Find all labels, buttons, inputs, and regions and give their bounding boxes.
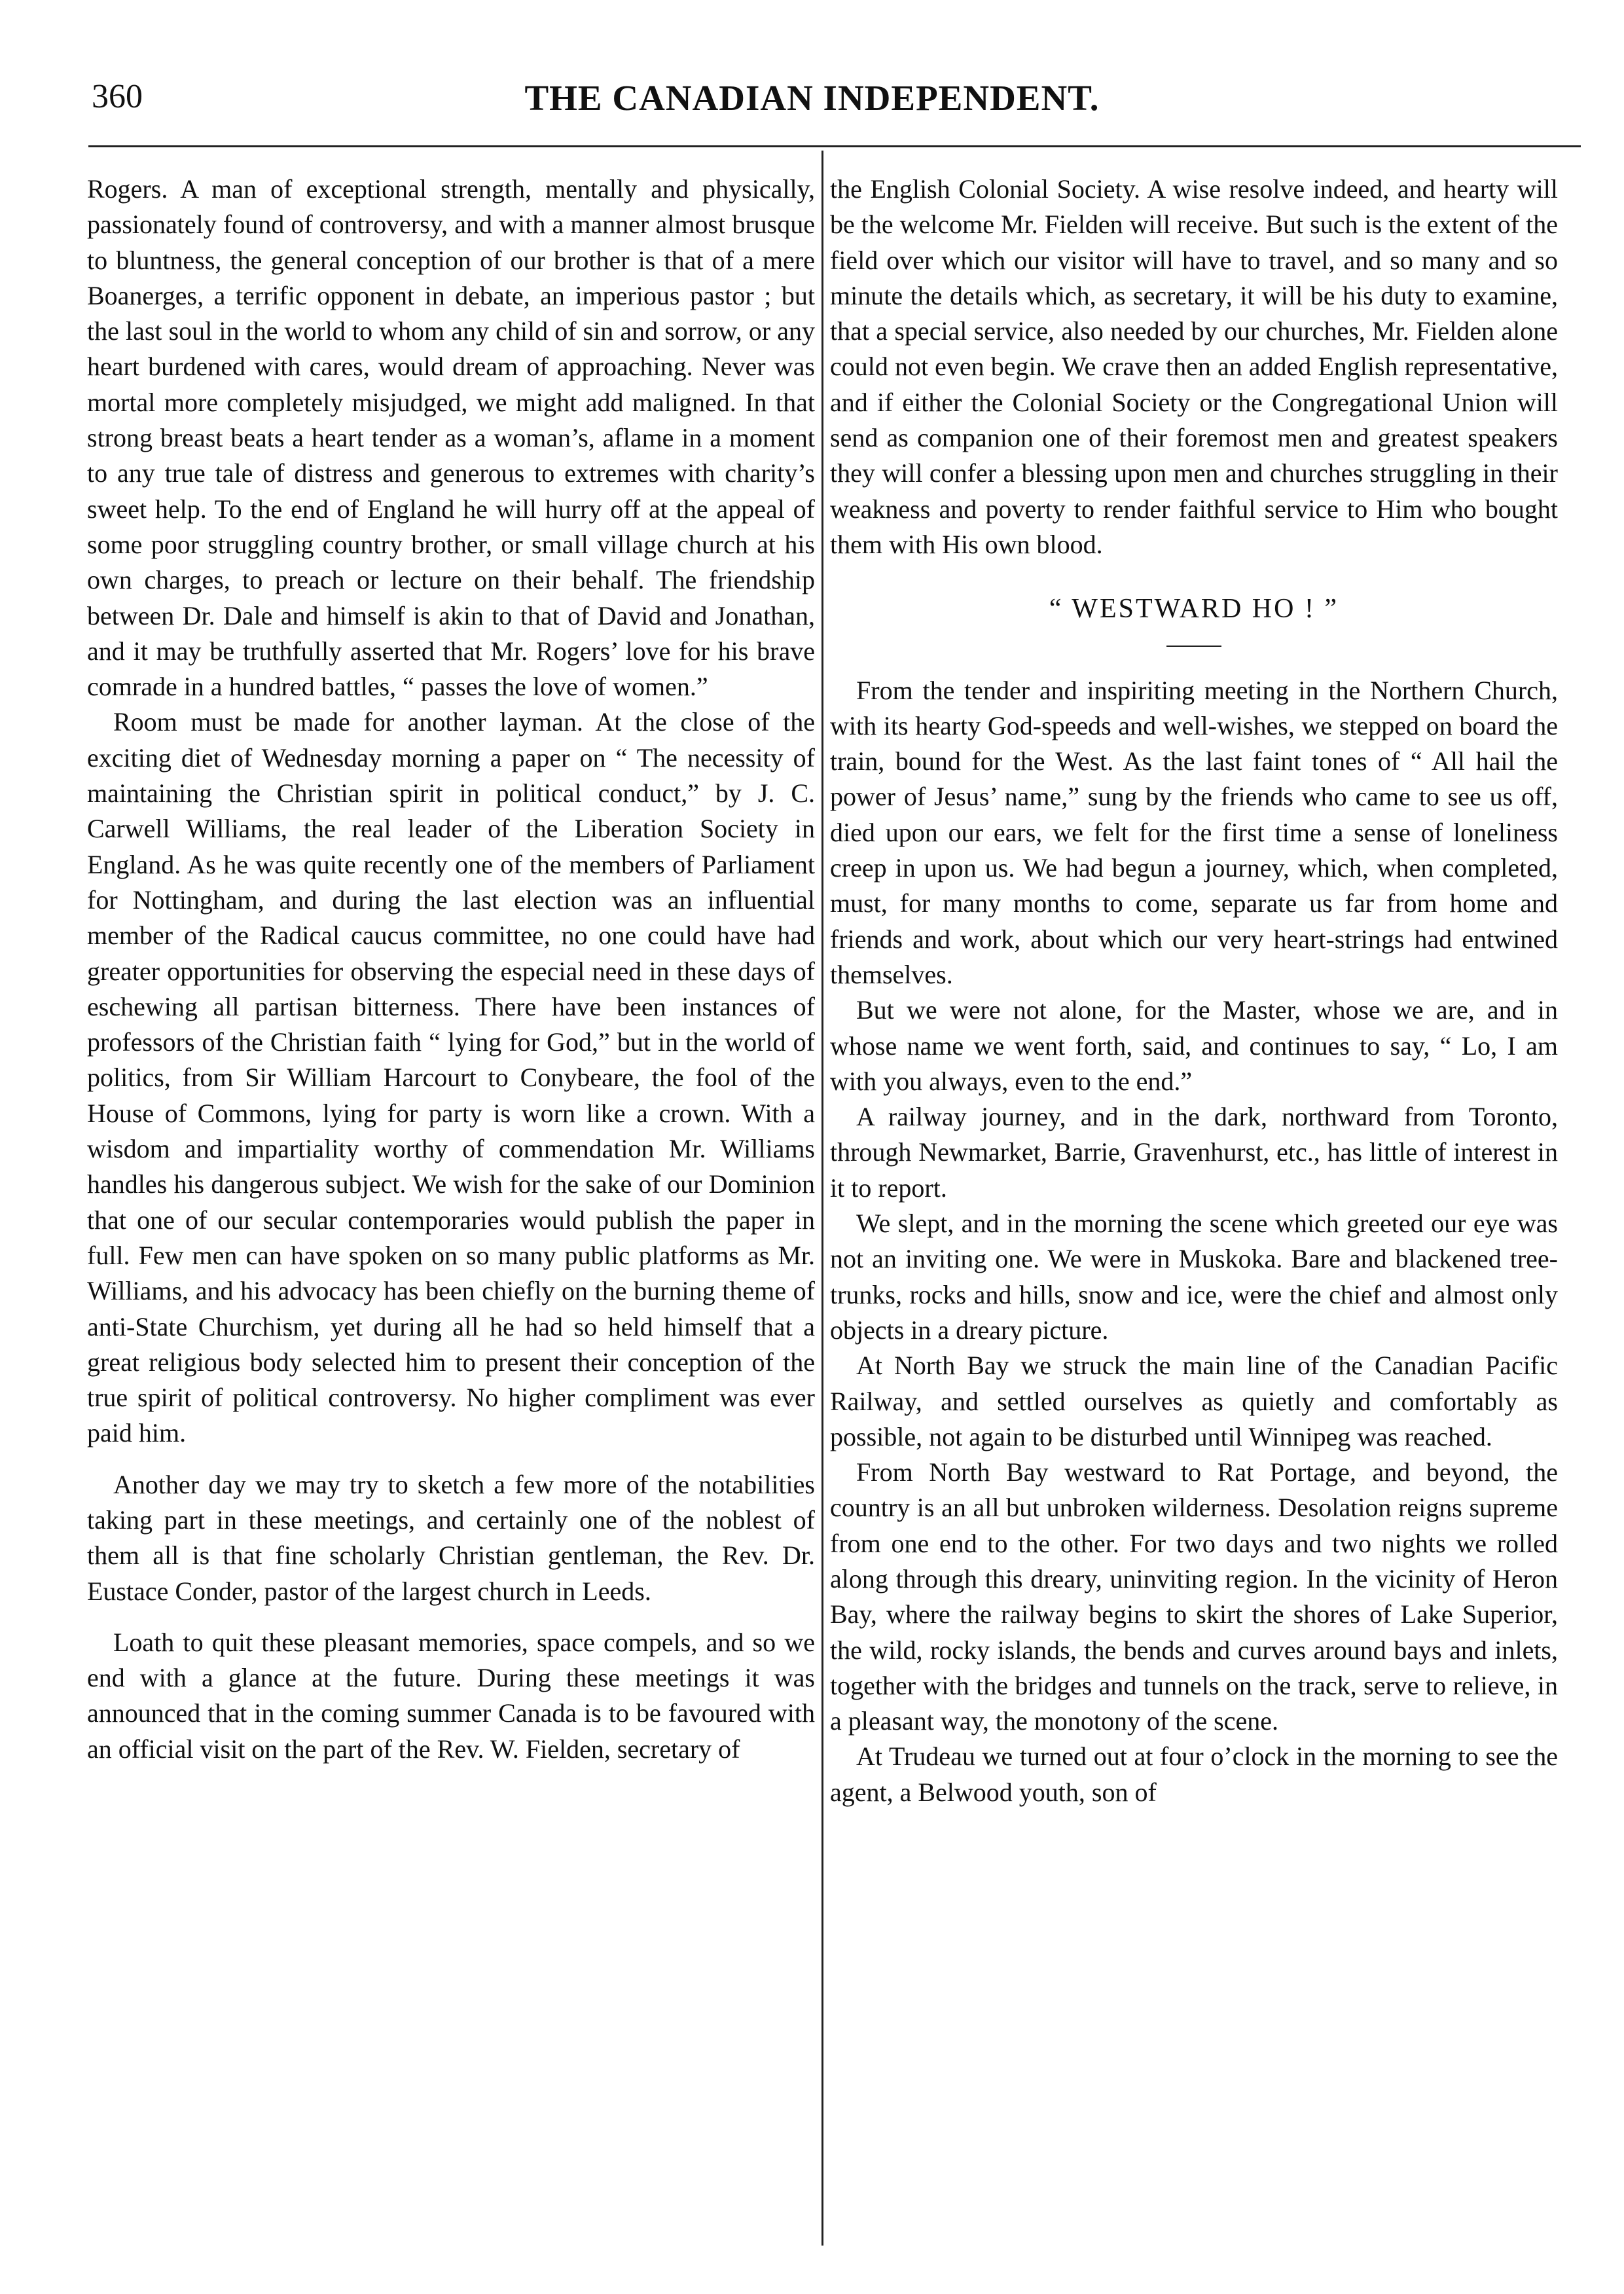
header-rule: [88, 145, 1581, 147]
paragraph: From the tender and inspiriting meeting in the Northern Church, with its hearty God-speeds and well-wishes, we stepped on board the train, bound for the West. As the last faint tones of “ All hail the power of Jesus’ name,” sung by the friends who came to see us off, died upon our ears, we felt for the first time a sense of loneliness creep in upon us. We had begun a journey, which, when completed, must, for many months to come, separate us far from home and friends and work, about which our very heart-strings had entwined themselves.: [830, 675, 1558, 989]
paragraph: A railway journey, and in the dark, northward from Toronto, through Newmarket, Barrie, Gravenhurst, etc., has little of interest in it to report.: [830, 1102, 1558, 1203]
paragraph: Another day we may try to sketch a few more of the notabilities taking part in these meetings, and certainly one of the noblest of them all is that fine scholarly Christian gentleman, the Rev. Dr. Eustace Conder, pastor of the largest church in Leeds.: [87, 1469, 815, 1606]
page-number: 360: [92, 78, 143, 115]
paragraph: At Trudeau we turned out at four o’clock in the morning to see the agent, a Belwood youth, son of: [830, 1741, 1558, 1807]
section-title: “ WESTWARD HO ! ”: [1049, 594, 1339, 625]
paragraph: We slept, and in the morning the scene which greeted our eye was not an inviting one. We were in Muskoka. Bare and blackened tree-trunks, rocks and hills, snow and ice, were the chief and almost only objects in a dreary picture.: [830, 1209, 1558, 1345]
paragraph: At North Bay we struck the main line of the Canadian Pacific Railway, and settled ourselves as quietly and comfortably as possible, not again to be disturbed until Winnipeg was reached.: [830, 1351, 1558, 1451]
paragraph: Room must be made for another layman. At the close of the exciting diet of Wednesday morning a paper on “ The necessity of maintaining the Christian spirit in political conduct,” by J. C. Carwell Williams, the real leader of the Liberation Society in England. As he was quite recently one of the members of Parliament for Nottingham, and during the last election was an influential member of the Radical caucus committee, no one could have had greater opportunities for observing the especial need in these days of eschewing all partisan bitterness. There have been instances of professors of the Christian faith “ lying for God,” but in the world of politics, from Sir William Harcourt to Conybeare, the fool of the House of Commons, lying for party is worn like a crown. With a wisdom and impartiality worthy of commendation Mr. Williams handles his dangerous subject. We wish for the sake of our Dominion that one of our secular contemporaries would publish the paper in full. Few men can have spoken on so many public platforms as Mr. Williams, and his advocacy has been chiefly on the burning theme of anti-State Churchism, yet during all he had so held himself that a great religious body selected him to present their conception of the true spirit of political controversy. No higher compliment was ever paid him.: [87, 707, 815, 1448]
section-rule: [1166, 646, 1221, 647]
paragraph: But we were not alone, for the Master, whose we are, and in whose name we went forth, said, and continues to say, “ Lo, I am with you always, even to the end.”: [830, 995, 1558, 1096]
paragraph: Rogers. A man of exceptional strength, mentally and physically, passionately found of controversy, and with a manner almost brusque to bluntness, the general conception of our brother is that of a mere Boanerges, a terrific opponent in debate, an imperious pastor ; but the last soul in the world to whom any child of sin and sorrow, or any heart burdened with cares, would dream of approaching. Never was mortal more completely misjudged, we might add maligned. In that strong breast beats a heart tender as a woman’s, aflame in a moment to any true tale of distress and generous to extremes with charity’s sweet help. To the end of England he will hurry off at the appeal of some poor struggling country brother, or small village church at his own charges, to preach or lecture on their behalf. The friendship between Dr. Dale and himself is akin to that of David and Jonathan, and it may be truthfully asserted that Mr. Rogers’ love for his brave comrade in a hundred battles, “ passes the love of women.”: [87, 174, 815, 702]
running-title: THE CANADIAN INDEPENDENT.: [524, 78, 1100, 118]
right-column: [830, 172, 1558, 1810]
continued-paragraph: the English Colonial Society. A wise resolve indeed, and hearty will be the welcome Mr. Fielden will receive. But such is the extent of the field over which our visitor will have to travel, and so many and so minute the details which, as secretary, it will be his duty to examine, that a special service, also needed by our churches, Mr. Fielden alone could not even begin. We crave then an added English representative, and if either the Colonial Society or the Congregational Union will send as companion one of their foremost men and greatest speakers they will confer a blessing upon men and churches struggling in their weakness and poverty to render faithful service to Him who bought them with His own blood.: [830, 174, 1558, 559]
paragraph: Loath to quit these pleasant memories, space compels, and so we end with a glance at the future. During these meetings it was announced that in the coming summer Canada is to be favoured with an official visit on the part of the Rev. W. Fielden, secretary of: [87, 1627, 815, 1764]
left-column: [87, 172, 815, 1767]
paragraph: From North Bay westward to Rat Portage, and beyond, the country is an all but unbroken wilderness. Desolation reigns supreme from one end to the other. For two days and two nights we rolled along through this dreary, uninviting region. In the vicinity of Heron Bay, where the railway begins to skirt the shores of Lake Superior, the wild, rocky islands, the bends and curves around bays and inlets, together with the bridges and tunnels on the track, serve to relieve, in a pleasant way, the monotony of the scene.: [830, 1457, 1558, 1736]
column-divider: [821, 151, 823, 2246]
